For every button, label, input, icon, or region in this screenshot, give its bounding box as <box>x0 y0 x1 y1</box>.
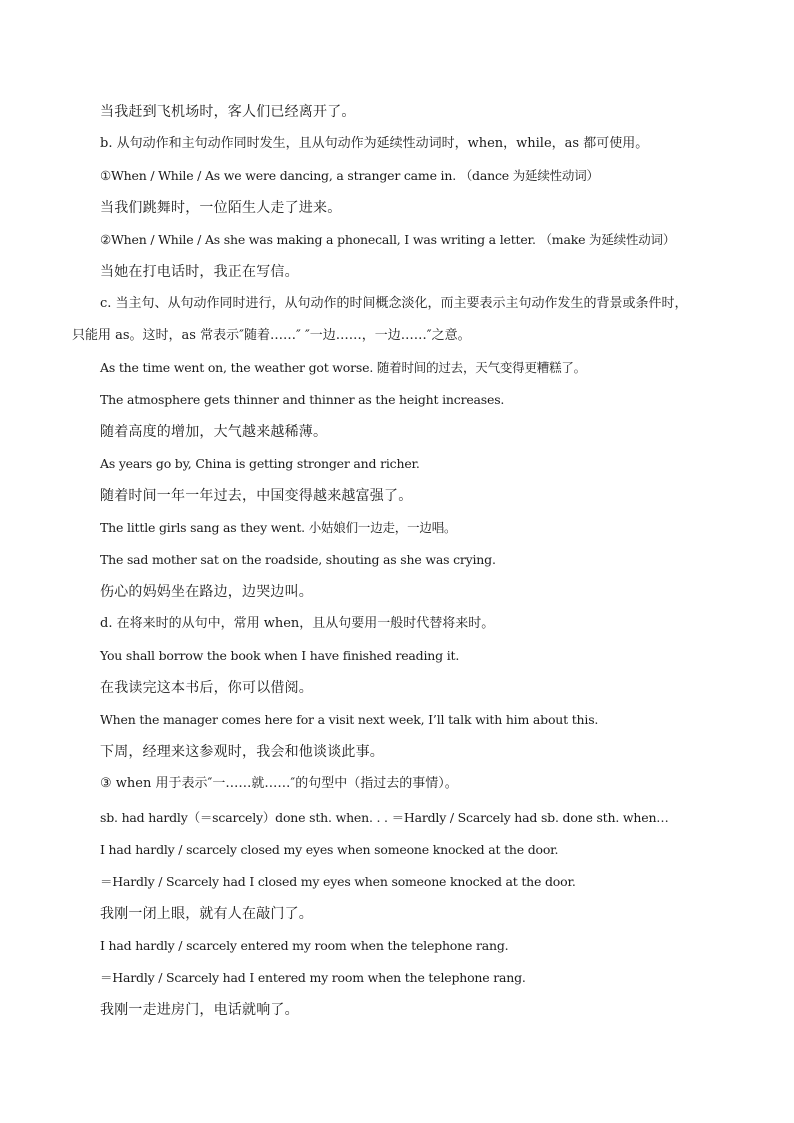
text-line: ①When / While / As we were dancing, a stranger came in. （dance 为延续性动词） <box>100 168 599 183</box>
text-line: The atmosphere gets thinner and thinner as the height increases. <box>100 392 505 407</box>
text-line: The little girls sang as they went. 小姑娘们一边走，一边唱。 <box>100 520 457 535</box>
text-line: As years go by, China is getting stronger and richer. <box>100 456 420 471</box>
text-line: b. 从句动作和主句动作同时发生，且从句动作为延续性动词时，when，while，as 都可使用。 <box>100 136 649 151</box>
text-line: The sad mother sat on the roadside, shouting as she was crying. <box>100 552 496 567</box>
text-line: 随着高度的增加，大气越来越稀薄。 <box>100 424 328 440</box>
text-line: 当我赶到飞机场时，客人们已经离开了。 <box>100 104 356 120</box>
text-line: ＝Hardly / Scarcely had I closed my eyes when someone knocked at the door. <box>100 874 576 889</box>
text-line: ③ when 用于表示″一……就……″的句型中（指过去的事情）。 <box>100 776 458 791</box>
text-line: sb. had hardly（＝scarcely）done sth. when. . . ＝Hardly / Scarcely had sb. done sth. when… <box>100 810 669 825</box>
text-line: 伤心的妈妈坐在路边，边哭边叫。 <box>100 584 313 600</box>
text-line: 随着时间一年一年过去，中国变得越来越富强了。 <box>100 488 413 504</box>
text-line: ②When / While / As she was making a phonecall, I was writing a letter. （make 为延续性动词） <box>100 232 676 247</box>
text-line: You shall borrow the book when I have finished reading it. <box>100 648 460 663</box>
text-line: ＝Hardly / Scarcely had I entered my room when the telephone rang. <box>100 970 526 985</box>
text-line: 只能用 as。这时，as 常表示″随着……″ ″一边……，一边……″之意。 <box>72 328 471 343</box>
text-line: 我刚一闭上眼，就有人在敲门了。 <box>100 906 313 922</box>
text-line: 在我读完这本书后，你可以借阅。 <box>100 680 313 696</box>
text-line: 我刚一走进房门，电话就响了。 <box>100 1002 299 1018</box>
text-line: 当她在打电话时，我正在写信。 <box>100 264 299 280</box>
text-line: 下周，经理来这参观时，我会和他谈谈此事。 <box>100 744 384 760</box>
text-line: When the manager comes here for a visit next week, I’ll talk with him about this. <box>100 712 599 727</box>
text-line: As the time went on, the weather got worse. 随着时间的过去，天气变得更糟糕了。 <box>100 360 586 375</box>
text-line: I had hardly / scarcely entered my room when the telephone rang. <box>100 938 509 953</box>
text-line: I had hardly / scarcely closed my eyes when someone knocked at the door. <box>100 842 559 857</box>
text-line: d. 在将来时的从句中，常用 when，且从句要用一般时代替将来时。 <box>100 616 495 631</box>
text-line: c. 当主句、从句动作同时进行，从句动作的时间概念淡化，而主要表示主句动作发生的背景或条件时， <box>100 296 688 311</box>
text-line: 当我们跳舞时，一位陌生人走了进来。 <box>100 200 342 216</box>
